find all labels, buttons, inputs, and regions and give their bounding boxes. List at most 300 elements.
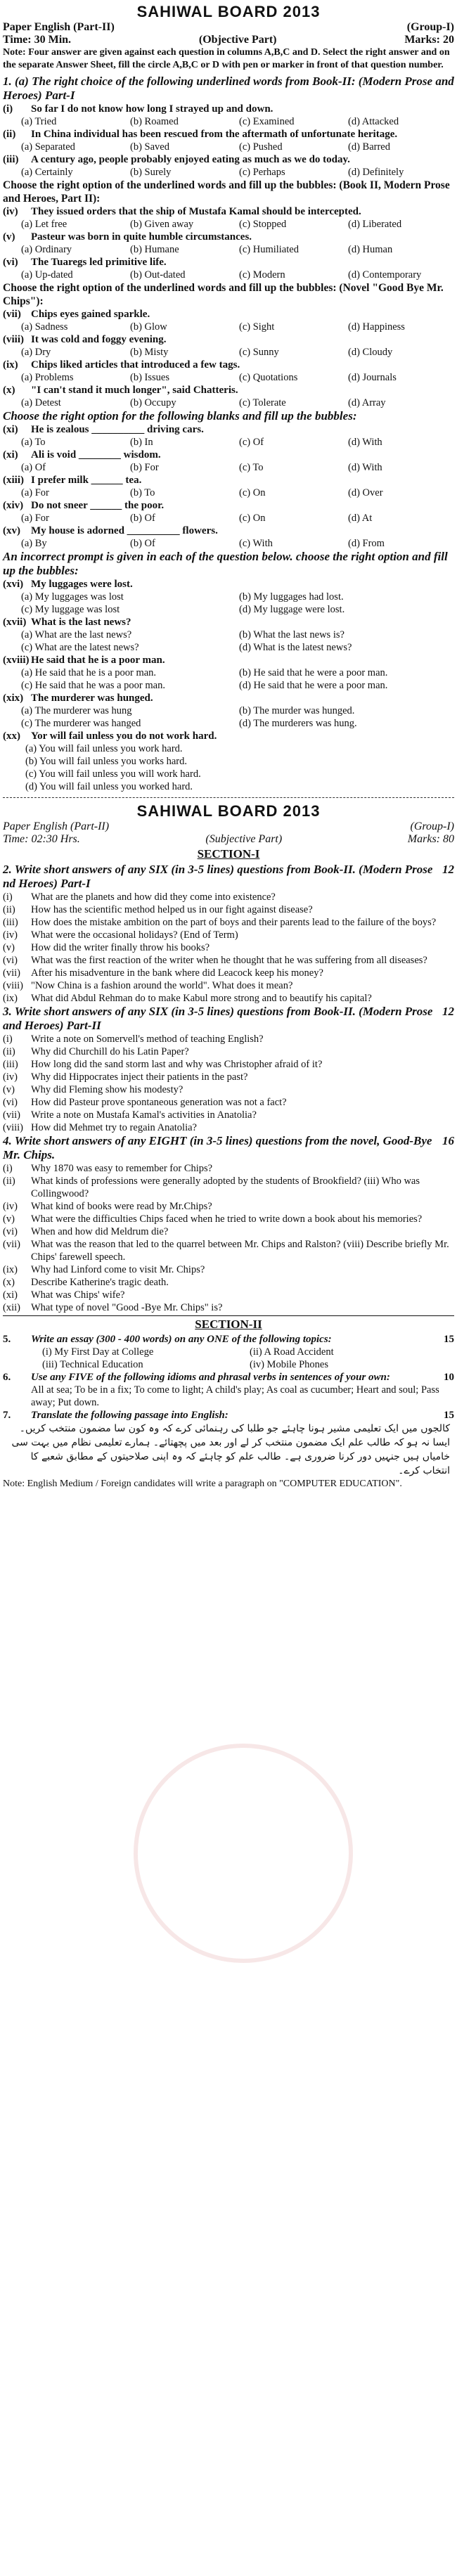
question-number: (ii) xyxy=(3,129,16,140)
paper-name: Paper English (Part-II) xyxy=(3,21,115,33)
question-number: (vi) xyxy=(3,1226,18,1237)
answer-option[interactable]: (c) To xyxy=(239,462,264,473)
question-text: The murderer was hunged. xyxy=(31,693,153,704)
answer-option[interactable]: (a) Separated xyxy=(21,141,75,153)
question-text: How did Mehmet try to regain Anatolia? xyxy=(31,1122,197,1133)
option-row xyxy=(0,641,457,654)
option-row xyxy=(0,243,457,256)
short-question xyxy=(0,1213,457,1225)
option-row xyxy=(0,704,457,717)
short-question xyxy=(0,1083,457,1096)
question-number: (ix) xyxy=(3,1264,18,1275)
answer-option[interactable]: (d) Journals xyxy=(348,372,397,383)
question-options xyxy=(0,243,457,256)
essay-topic: (iii) Technical Education xyxy=(42,1359,143,1370)
question-number: (iv) xyxy=(3,206,18,217)
part-label: (Subjective Part) xyxy=(205,833,283,845)
answer-option[interactable]: (d) Liberated xyxy=(348,219,402,230)
question-number: (v) xyxy=(3,1084,15,1095)
answer-option[interactable]: (d) Happiness xyxy=(348,321,405,333)
answer-option[interactable]: (b) The murder was hunged. xyxy=(239,705,355,716)
short-question xyxy=(0,1162,457,1175)
answer-option[interactable]: (b) Given away xyxy=(130,219,194,230)
answer-option[interactable]: (d) The murderers was hung. xyxy=(239,718,357,729)
question-options xyxy=(0,166,457,179)
short-question xyxy=(0,1058,457,1071)
answer-option[interactable]: (c) You will fail unless you will work hard. xyxy=(25,768,201,780)
question xyxy=(0,578,457,591)
question xyxy=(0,333,457,346)
option-row xyxy=(0,679,457,692)
option-row xyxy=(0,218,457,231)
question-options xyxy=(0,321,457,333)
question-options xyxy=(0,436,457,449)
question-number: (v) xyxy=(3,1213,15,1225)
short-question xyxy=(0,1121,457,1134)
question-number: (i) xyxy=(3,103,13,115)
idioms-text: All at sea; To be in a fix; To come to light; A child's play; As coal as cucumber; Heart and soul; Pass away; Put down. xyxy=(31,1384,439,1408)
answer-option[interactable]: (c) Examined xyxy=(239,116,295,127)
question-options xyxy=(0,704,457,730)
question-text: What was Chips' wife? xyxy=(31,1289,125,1301)
question-number: (x) xyxy=(3,385,15,396)
answer-option[interactable]: (c) Sight xyxy=(239,321,275,333)
answer-option[interactable]: (c) With xyxy=(239,538,273,549)
question-number: (iii) xyxy=(3,1059,18,1070)
answer-option[interactable]: (b) To xyxy=(130,487,155,498)
question-number: (iv) xyxy=(3,1201,18,1212)
section-heading: Choose the right option of the underlined words and fill up the bubbles: (Novel "Good Bye Mr. Chips"): xyxy=(3,282,444,307)
question-number: 5. xyxy=(3,1334,11,1345)
short-question xyxy=(0,1175,457,1200)
question-text: Use any FIVE of the following idioms and phrasal verbs in sentences of your own: xyxy=(31,1372,390,1383)
answer-option[interactable]: (b) In xyxy=(130,437,153,448)
question-text: Chips eyes gained sparkle. xyxy=(31,309,150,320)
answer-option[interactable]: (c) Tolerate xyxy=(239,397,286,408)
question-group-d xyxy=(0,423,457,550)
question xyxy=(0,256,457,269)
time-label: Time: 30 Min. xyxy=(3,34,72,46)
question-options xyxy=(0,487,457,499)
option-row xyxy=(0,666,457,679)
question xyxy=(0,205,457,218)
short-question xyxy=(0,954,457,967)
question-number: (ii) xyxy=(3,1046,15,1057)
question-number: (x) xyxy=(3,1277,15,1288)
question xyxy=(0,231,457,243)
question-options xyxy=(0,629,457,654)
answer-option[interactable]: (b) Glow xyxy=(130,321,167,333)
question-text: Why did Churchill do his Latin Paper? xyxy=(31,1046,189,1057)
section-label: SECTION-I xyxy=(197,847,260,861)
question-text: Write a note on Somervell's method of teaching English? xyxy=(31,1033,264,1045)
question-number: (xx) xyxy=(3,730,20,742)
question-heading xyxy=(0,1005,457,1033)
answer-option[interactable]: (a) Let free xyxy=(21,219,67,230)
marks-label: Marks: 20 xyxy=(404,34,454,46)
question-text: How has the scientific method helped us in our fight against disease? xyxy=(31,904,313,915)
short-question xyxy=(0,1276,457,1289)
answer-option[interactable]: (d) At xyxy=(348,513,373,524)
option-row xyxy=(0,321,457,333)
answer-option[interactable]: (a) Tried xyxy=(21,116,57,127)
question-text: When and how did Meldrum die? xyxy=(31,1226,169,1237)
question-marks: 15 xyxy=(444,1334,454,1345)
answer-option[interactable]: (b) You will fail unless you works hard. xyxy=(25,756,187,767)
question-number: (vi) xyxy=(3,955,18,966)
question-number: (viii) xyxy=(3,980,23,991)
question-number: (xviii) xyxy=(3,655,30,666)
question-text: It was cold and foggy evening. xyxy=(31,334,167,345)
question-number: (xix) xyxy=(3,693,24,704)
answer-option[interactable]: (d) With xyxy=(348,437,382,448)
question-text: Why did Hippocrates inject their patients in the past? xyxy=(31,1071,248,1083)
question-number: (xvii) xyxy=(3,617,27,628)
question-text: What kind of books were read by Mr.Chips? xyxy=(31,1201,212,1212)
divider xyxy=(3,797,454,798)
answer-option[interactable]: (d) Cloudy xyxy=(348,347,393,358)
short-question-list xyxy=(0,1162,457,1314)
question-options xyxy=(0,269,457,281)
question-marks: 12 xyxy=(442,863,454,876)
question-number: (viii) xyxy=(3,1122,23,1133)
question-options xyxy=(0,537,457,550)
question-text: What are the planets and how did they come into existence? xyxy=(31,891,276,903)
answer-option[interactable]: (c) My luggage was lost xyxy=(21,604,120,615)
answer-option[interactable]: (a) Up-dated xyxy=(21,269,73,281)
answer-option[interactable]: (a) Sadness xyxy=(21,321,68,333)
question-text: So far I do not know how long I strayed up and down. xyxy=(31,103,273,115)
question xyxy=(0,103,457,115)
answer-option[interactable]: (a) Detest xyxy=(21,397,61,408)
question-text: What kinds of professions were generally adopted by the students of Brookfield? (iii) Who was Collingwood? xyxy=(31,1176,420,1199)
answer-option[interactable]: (b) Issues xyxy=(130,372,169,383)
essay-topic: (iv) Mobile Phones xyxy=(250,1359,328,1370)
answer-option[interactable]: (a) My luggages was lost xyxy=(21,591,124,603)
question-number: (vii) xyxy=(3,967,20,979)
instruction-note: Note: Four answer are given against each question in columns A,B,C and D. Select the right answer and on the separate Answer Sheet, fill the circle A,B,C or D with pen or marker in front of that question number. xyxy=(3,47,450,70)
watermark-ring xyxy=(94,1704,393,2003)
divider xyxy=(3,1315,454,1316)
answer-option[interactable]: (a) Of xyxy=(21,462,46,473)
question-options xyxy=(0,371,457,384)
answer-option[interactable]: (b) Out-dated xyxy=(130,269,186,281)
question-heading xyxy=(0,1134,457,1162)
question-text: Translate the following passage into English: xyxy=(31,1410,228,1421)
section-label: SECTION-II xyxy=(195,1318,262,1331)
option-row xyxy=(0,487,457,499)
question-number: (vii) xyxy=(3,1239,20,1250)
long-question xyxy=(0,1371,457,1384)
answer-option[interactable]: (d) With xyxy=(348,462,382,473)
question-number: (xv) xyxy=(3,525,20,536)
question-number: (iv) xyxy=(3,929,18,941)
answer-option[interactable]: (a) He said that he is a poor man. xyxy=(21,667,157,678)
option-row xyxy=(0,717,457,730)
option-row xyxy=(0,537,457,550)
answer-option[interactable]: (c) Stopped xyxy=(239,219,287,230)
question-text: What was the reason that led to the quarrel between Mr. Chips and Ralston? (viii) Describe briefly Mr. Chips' farewell speech. xyxy=(31,1239,449,1263)
question xyxy=(0,128,457,141)
answer-option[interactable]: (d) Barred xyxy=(348,141,390,153)
question-text: What is the last news? xyxy=(31,617,131,628)
question-text: After his misadventure in the bank where did Leacock keep his money? xyxy=(31,967,323,979)
question-number: (xvi) xyxy=(3,579,24,590)
essay-topic: (ii) A Road Accident xyxy=(250,1346,334,1358)
short-question xyxy=(0,903,457,916)
question-options xyxy=(0,461,457,474)
answer-option[interactable]: (b) Roamed xyxy=(130,116,179,127)
short-question xyxy=(0,1200,457,1213)
question-text: He is zealous __________ driving cars. xyxy=(31,424,204,435)
answer-option[interactable]: (b) For xyxy=(130,462,159,473)
urdu-passage: کالجوں میں ایک تعلیمی مشیر ہونا چاہئے جو طلبا کی رہنمائی کرے کہ وہ کون سا مضمون منتخب کریں۔ ایسا نہ ہو کہ طالب علم ایک مضمون منتخب کر لے اور بعد میں پچھتائے۔ ہمارے تعلیمی نظام میں بہت سی خامیاں ہیں جنہیں دور کرنا ضروری ہے۔ طالب علم کو چاہئے کہ وہ اپنی صلاحیتوں کے مطابق شعبے کا انتخاب کرے۔ xyxy=(11,1423,450,1476)
question-group-e xyxy=(0,578,457,730)
answer-option[interactable]: (b) What the last news is? xyxy=(239,629,345,640)
final-note: Note: English Medium / Foreign candidates will write a paragraph on "COMPUTER EDUCATION". xyxy=(3,1479,402,1489)
question-text: "Now China is a fashion around the world". What does it mean? xyxy=(31,980,293,991)
question-options xyxy=(0,591,457,616)
option-row xyxy=(0,629,457,641)
question-number: (v) xyxy=(3,942,15,953)
question-text: Yor will fail unless you do not work hard. xyxy=(31,730,217,742)
question-number: 7. xyxy=(3,1410,11,1421)
answer-option[interactable]: (a) By xyxy=(21,538,47,549)
answer-option[interactable]: (a) Certainly xyxy=(21,167,73,178)
section-heading: Choose the right option for the following blanks and fill up the bubbles: xyxy=(3,409,357,423)
question-marks: 10 xyxy=(444,1372,454,1383)
question xyxy=(0,449,457,461)
question-number: (xiv) xyxy=(3,500,24,511)
answer-option[interactable]: (c) Perhaps xyxy=(239,167,285,178)
essay-topic: (i) My First Day at College xyxy=(42,1346,154,1358)
question-options xyxy=(0,397,457,409)
question xyxy=(0,308,457,321)
question-number: (xi) xyxy=(3,1289,18,1301)
answer-option[interactable]: (c) Pushed xyxy=(239,141,283,153)
question-options xyxy=(0,346,457,359)
question-options xyxy=(0,141,457,153)
answer-option[interactable]: (c) The murderer was hanged xyxy=(21,718,141,729)
question-text: I prefer milk ______ tea. xyxy=(31,475,142,486)
short-question xyxy=(0,992,457,1005)
answer-option[interactable]: (b) Misty xyxy=(130,347,169,358)
question-text: Do not sneer ______ the poor. xyxy=(31,500,165,511)
answer-option[interactable]: (c) Sunny xyxy=(239,347,279,358)
question xyxy=(0,730,457,742)
essay-topics xyxy=(0,1358,457,1371)
essay-topics xyxy=(0,1346,457,1358)
short-question-list xyxy=(0,1033,457,1134)
answer-option[interactable]: (b) Humane xyxy=(130,244,179,255)
section-heading: Choose the right option of the underlined words and fill up the bubbles: (Book II, Modern Prose and Heroes, Part II): xyxy=(3,179,450,205)
group-label: (Group-I) xyxy=(410,820,454,832)
answer-option[interactable]: (c) Of xyxy=(239,437,264,448)
question-text: What was the first reaction of the writer when he thought that he was suffering from all diseases? xyxy=(31,955,427,966)
question xyxy=(0,153,457,166)
question-text: How did the writer finally throw his books? xyxy=(31,942,210,953)
short-question xyxy=(0,1301,457,1314)
answer-option[interactable]: (a) You will fail unless you work hard. xyxy=(25,743,183,754)
question-text: How did Pasteur prove spontaneous generation was not a fact? xyxy=(31,1097,287,1108)
question-group-a xyxy=(0,103,457,179)
question-number: (xiii) xyxy=(3,475,24,486)
question-text: What were the occasional holidays? (End of Term) xyxy=(31,929,238,941)
question-heading-text: 2. Write short answers of any SIX (in 3-5 lines) questions from Book-II. (Modern Prose nd Heroes) Part-I xyxy=(3,863,433,890)
question-heading xyxy=(0,863,457,891)
question-number: (vi) xyxy=(3,257,18,268)
answer-option[interactable]: (a) Dry xyxy=(21,347,51,358)
answer-option[interactable]: (d) He said that he were a poor man. xyxy=(239,680,388,691)
question-number: (ix) xyxy=(3,993,18,1004)
question xyxy=(0,499,457,512)
answer-option[interactable]: (b) Of xyxy=(130,538,155,549)
short-question xyxy=(0,929,457,941)
option-row xyxy=(0,166,457,179)
question-number: (iii) xyxy=(3,917,18,928)
answer-option[interactable]: (b) My luggages had lost. xyxy=(239,591,344,603)
question-number: (vii) xyxy=(3,309,21,320)
short-question xyxy=(0,1071,457,1083)
question-text: What were the difficulties Chips faced when he tried to write down a book about his memories? xyxy=(31,1213,423,1225)
question-number: (i) xyxy=(3,1163,13,1174)
question-text: My luggages were lost. xyxy=(31,579,133,590)
answer-option[interactable]: (d) Array xyxy=(348,397,386,408)
question-text: Why had Linford come to visit Mr. Chips? xyxy=(31,1264,205,1275)
answer-option[interactable]: (c) On xyxy=(239,487,266,498)
short-question-list xyxy=(0,891,457,1005)
short-question xyxy=(0,891,457,903)
question-group-c xyxy=(0,308,457,409)
question-text: The Tuaregs led primitive life. xyxy=(31,257,167,268)
answer-option[interactable]: (a) Ordinary xyxy=(21,244,72,255)
long-question xyxy=(0,1409,457,1422)
question-text: Why 1870 was easy to remember for Chips? xyxy=(31,1163,213,1174)
time-marks-row xyxy=(0,833,457,846)
answer-option[interactable]: (d) From xyxy=(348,538,385,549)
long-question xyxy=(0,1333,457,1346)
answer-option[interactable]: (d) Contemporary xyxy=(348,269,422,281)
answer-option[interactable]: (d) What is the latest news? xyxy=(239,642,352,653)
idioms-list xyxy=(0,1384,457,1409)
question-text: Why did Fleming show his modesty? xyxy=(31,1084,184,1095)
question xyxy=(0,654,457,666)
question-marks: 12 xyxy=(442,1005,454,1018)
short-question xyxy=(0,1289,457,1301)
question-text: "I can't stand it much longer", said Chatteris. xyxy=(31,385,238,396)
question xyxy=(0,616,457,629)
group-label: (Group-I) xyxy=(406,21,454,33)
question-text: How does the mistake ambition on the part of boys and their parents lead to the failure of the boys? xyxy=(31,917,437,928)
answer-option[interactable]: (c) Modern xyxy=(239,269,285,281)
answer-option[interactable]: (c) On xyxy=(239,513,266,524)
answer-option[interactable]: (d) Over xyxy=(348,487,383,498)
option-row xyxy=(0,397,457,409)
question-number: (ii) xyxy=(3,904,15,915)
question-text: Pasteur was born in quite humble circumstances. xyxy=(31,231,252,243)
option-row xyxy=(0,603,457,616)
section-heading: An incorrect prompt is given in each of the question below. choose the right option and fill up the bubbles: xyxy=(3,550,448,577)
question xyxy=(0,524,457,537)
question-text: Chips liked articles that introduced a few tags. xyxy=(31,359,240,371)
answer-option[interactable]: (c) Quotations xyxy=(239,372,298,383)
question-text: Describe Katherine's tragic death. xyxy=(31,1277,169,1288)
short-question xyxy=(0,1096,457,1109)
question-group-b xyxy=(0,205,457,281)
answer-option[interactable]: (c) What are the latest news? xyxy=(21,642,139,653)
board-title: SAHIWAL BOARD 2013 xyxy=(136,802,321,820)
question-options xyxy=(0,218,457,231)
question-text: They issued orders that the ship of Mustafa Kamal should be intercepted. xyxy=(31,206,361,217)
question-number: (xii) xyxy=(3,1302,20,1313)
answer-option[interactable]: (b) Of xyxy=(130,513,155,524)
answer-option[interactable]: (b) Saved xyxy=(130,141,169,153)
time-label: Time: 02:30 Hrs. xyxy=(3,833,80,845)
section-heading: 1. (a) The right choice of the following underlined words from Book-II: (Modern Prose and Heroes) Part-I xyxy=(3,75,454,102)
answer-option[interactable]: (a) For xyxy=(21,513,49,524)
question-options xyxy=(0,742,457,793)
answer-option[interactable]: (d) My luggage were lost. xyxy=(239,604,345,615)
short-question xyxy=(0,1109,457,1121)
paper-info-row xyxy=(0,820,457,833)
answer-option[interactable]: (a) The murderer was hung xyxy=(21,705,132,716)
question-marks: 15 xyxy=(444,1410,454,1421)
question xyxy=(0,474,457,487)
answer-option[interactable]: (d) Attacked xyxy=(348,116,399,127)
question-options xyxy=(0,115,457,128)
option-row xyxy=(0,269,457,281)
answer-option[interactable]: (a) What are the last news? xyxy=(21,629,132,640)
question-options xyxy=(0,666,457,692)
answer-option[interactable]: (a) Problems xyxy=(21,372,74,383)
short-question xyxy=(0,1263,457,1276)
question-text: Ali is void ________ wisdom. xyxy=(31,449,161,461)
question xyxy=(0,384,457,397)
board-title: SAHIWAL BOARD 2013 xyxy=(136,3,321,20)
answer-option[interactable]: (d) Human xyxy=(348,244,393,255)
question-number: (i) xyxy=(3,891,13,903)
question-heading-text: 4. Write short answers of any EIGHT (in 3-5 lines) questions from the novel, Good-Bye Mr. Chips. xyxy=(3,1134,432,1161)
question xyxy=(0,692,457,704)
answer-option[interactable]: (b) He said that he were a poor man. xyxy=(239,667,388,678)
answer-option[interactable]: (d) You will fail unless you worked hard. xyxy=(25,781,193,792)
option-row xyxy=(0,436,457,449)
question xyxy=(0,423,457,436)
option-row xyxy=(0,512,457,524)
question-text: He said that he is a poor man. xyxy=(31,655,165,666)
short-question xyxy=(0,941,457,954)
question-heading-text: 3. Write short answers of any SIX (in 3-5 lines) questions from Book-II. (Modern Prose and Heroes) Part-II xyxy=(3,1005,433,1032)
answer-option[interactable]: (a) To xyxy=(21,437,46,448)
answer-option[interactable]: (d) Definitely xyxy=(348,167,404,178)
question-text: Write an essay (300 - 400 words) on any ONE of the following topics: xyxy=(31,1334,332,1345)
question-number: (ix) xyxy=(3,359,18,371)
question-number: (vii) xyxy=(3,1109,20,1121)
answer-option[interactable]: (a) For xyxy=(21,487,49,498)
question-text: Write a note on Mustafa Kamal's activities in Anatolia? xyxy=(31,1109,257,1121)
answer-option[interactable]: (b) Occupy xyxy=(130,397,176,408)
option-row xyxy=(0,461,457,474)
option-row xyxy=(0,346,457,359)
answer-option[interactable]: (b) Surely xyxy=(130,167,172,178)
question-number: (v) xyxy=(3,231,15,243)
question-text: My house is adorned __________ flowers. xyxy=(31,525,218,536)
question-number: (xi) xyxy=(3,449,18,461)
answer-option[interactable]: (c) Humiliated xyxy=(239,244,299,255)
question-marks: 16 xyxy=(442,1134,454,1147)
option-row xyxy=(0,371,457,384)
answer-option[interactable]: (c) He said that he was a poor man. xyxy=(21,680,165,691)
